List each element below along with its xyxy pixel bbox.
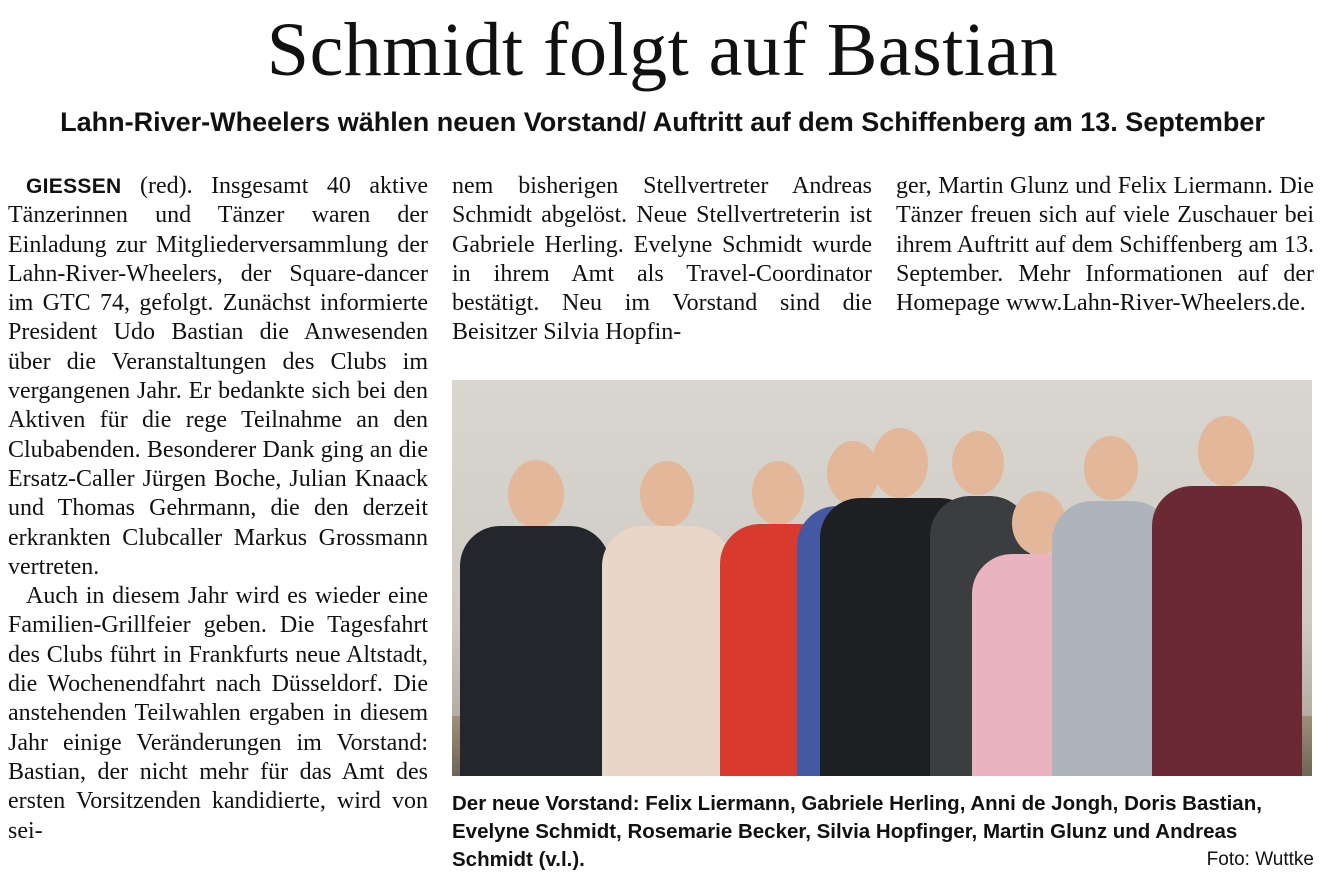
photo-person (602, 461, 732, 776)
photo-credit: Foto: Wuttke (1206, 849, 1314, 870)
article-column-2 (452, 172, 872, 348)
paragraph-1-text: (red). Insgesamt 40 aktive Tänzerinnen und Tänzer waren der Einladung zur Mitgliederversammlung der Lahn-River-Wheelers, der Square-dancer im GTC 74, gefolgt. Zunächst informierte President Udo Bastian die Anwesenden über die Veranstaltungen des Clubs im vergangenen Jahr. Er bedankte sich bei den Aktiven für die rege Teilnahme an den Clubabenden. Besonderer Dank ging an die Ersatz-Caller Jürgen Boche, Julian Knaack und Thomas Gehrmann, die den derzeit erkrankten Clubcaller Markus Grossmann vertreten. (8, 173, 428, 580)
article-paragraph-1 (8, 172, 428, 582)
article-column-3 (896, 172, 1314, 318)
subheadline: Lahn-River-Wheelers wählen neuen Vorstand/ Auftritt auf dem Schiffenberg am 13. September (60, 107, 1265, 137)
photo-caption: Der neue Vorstand: Felix Liermann, Gabriele Herling, Anni de Jongh, Doris Bastian, Evelyne Schmidt, Rosemarie Becker, Silvia Hopfinger, Martin Glunz und Andreas Schmidt (v.l.). (452, 792, 1262, 871)
photo-person (1152, 416, 1302, 776)
article-column-3-text: ger, Martin Glunz und Felix Liermann. Die Tänzer freuen sich auf viele Zuschauer bei ihrem Auftritt auf dem Schiffenberg am 13. September. Mehr Informationen auf der Homepage www.Lahn-River-Wheelers.de. (896, 173, 1314, 317)
dateline: GIESSEN (26, 175, 122, 198)
article-paragraph-2: Auch in diesem Jahr wird es wieder eine Familien-Grillfeier geben. Die Tagesfahrt des Clubs führt in Frankfurts neue Altstadt, die Wochenendfahrt nach Düsseldorf. Die anstehenden Teilwahlen ergaben in diesem Jahr einige Veränderungen im Vorstand: Bastian, der nicht mehr für das Amt des ersten Vorsitzenden kandidierte, wird von sei- (8, 583, 428, 844)
headline: Schmidt folgt auf Bastian (266, 8, 1059, 92)
article-column-1 (8, 172, 428, 846)
photo-person (460, 460, 610, 776)
group-photo (452, 380, 1312, 776)
article-column-2-text: nem bisherigen Stellvertreter Andreas Schmidt abgelöst. Neue Stellvertreterin ist Gabriele Herling. Evelyne Schmidt wurde in ihrem Amt als Travel-Coordinator bestätigt. Neu im Vorstand sind die Beisitzer Silvia Hopfin- (452, 173, 872, 346)
